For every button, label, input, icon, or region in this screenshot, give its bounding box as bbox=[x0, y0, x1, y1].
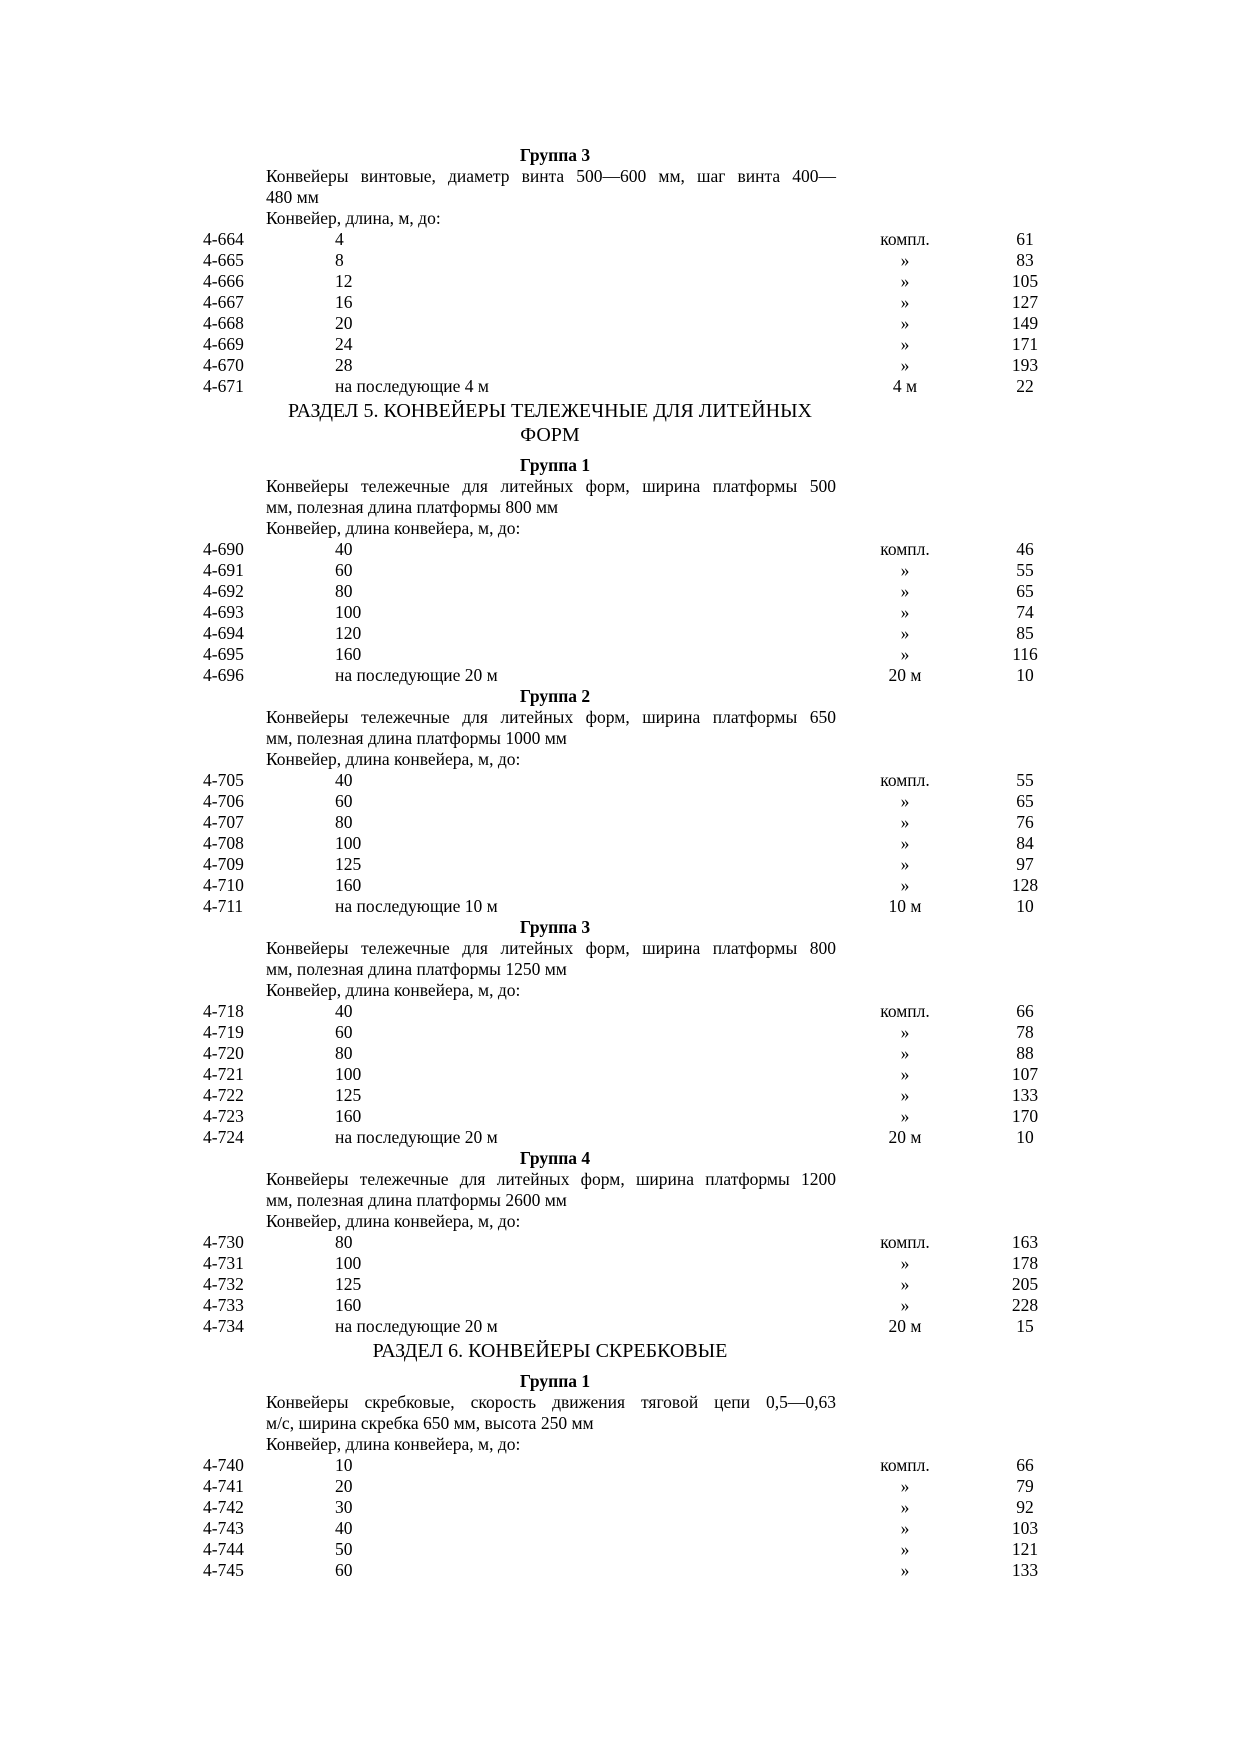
item-value: 66 bbox=[1016, 1001, 1034, 1021]
description-line: 480 мм bbox=[266, 187, 319, 207]
item-value: 76 bbox=[1016, 812, 1034, 832]
item-unit: » bbox=[900, 1022, 910, 1042]
item-code: 4-730 bbox=[203, 1232, 244, 1252]
item-value: 228 bbox=[1011, 1295, 1039, 1315]
item-code: 4-711 bbox=[203, 896, 244, 916]
table-row bbox=[0, 539, 1240, 560]
description-line: м/с, ширина скребка 650 мм, высота 250 мм bbox=[266, 1413, 594, 1433]
item-unit: » bbox=[900, 812, 910, 832]
table-row bbox=[0, 644, 1240, 665]
item-parameter: 16 bbox=[335, 292, 353, 312]
item-parameter: 28 bbox=[335, 355, 353, 375]
item-code: 4-743 bbox=[203, 1518, 244, 1538]
item-unit: » bbox=[900, 1064, 910, 1084]
item-code: 4-694 bbox=[203, 623, 244, 643]
group-block bbox=[0, 455, 1240, 686]
item-parameter: 80 bbox=[335, 812, 353, 832]
group-description bbox=[266, 476, 836, 518]
item-parameter: 8 bbox=[335, 250, 344, 270]
description-line: мм, полезная длина платформы 1250 мм bbox=[266, 959, 567, 979]
item-code: 4-718 bbox=[203, 1001, 244, 1021]
item-code: 4-669 bbox=[203, 334, 244, 354]
item-unit: » bbox=[900, 623, 910, 643]
item-unit: » bbox=[900, 602, 910, 622]
item-value: 84 bbox=[1016, 833, 1034, 853]
item-unit: компл. bbox=[880, 1001, 930, 1021]
item-value: 193 bbox=[1011, 355, 1039, 375]
group-block bbox=[0, 145, 1240, 397]
table-row bbox=[0, 1043, 1240, 1064]
item-parameter: 40 bbox=[335, 1518, 353, 1538]
item-unit: 20 м bbox=[888, 1127, 922, 1147]
group-block bbox=[0, 686, 1240, 917]
table-row bbox=[0, 1001, 1240, 1022]
item-parameter: 80 bbox=[335, 1232, 353, 1252]
group-description bbox=[266, 707, 836, 749]
item-code: 4-723 bbox=[203, 1106, 244, 1126]
table-row bbox=[0, 376, 1240, 397]
table-row bbox=[0, 602, 1240, 623]
item-unit: компл. bbox=[880, 770, 930, 790]
group-block bbox=[0, 917, 1240, 1148]
item-value: 205 bbox=[1011, 1274, 1039, 1294]
item-parameter: 100 bbox=[335, 602, 362, 622]
item-parameter: 60 bbox=[335, 1022, 353, 1042]
description-line: мм, полезная длина платформы 2600 мм bbox=[266, 1190, 567, 1210]
item-unit: » bbox=[900, 1476, 910, 1496]
item-unit: » bbox=[900, 1518, 910, 1538]
item-value: 105 bbox=[1011, 271, 1039, 291]
item-unit: » bbox=[900, 833, 910, 853]
item-unit: » bbox=[900, 1043, 910, 1063]
table-row bbox=[0, 355, 1240, 376]
item-parameter: 60 bbox=[335, 1560, 353, 1580]
item-code: 4-741 bbox=[203, 1476, 244, 1496]
section-heading: РАЗДЕЛ 5. КОНВЕЙЕРЫ ТЕЛЕЖЕЧНЫЕ ДЛЯ ЛИТЕЙНЫХ ФОРМ bbox=[288, 400, 812, 446]
item-code: 4-664 bbox=[203, 229, 244, 249]
item-code: 4-724 bbox=[203, 1127, 244, 1147]
item-parameter: 125 bbox=[335, 1085, 362, 1105]
item-value: 85 bbox=[1016, 623, 1034, 643]
item-unit: » bbox=[900, 1295, 910, 1315]
item-parameter: 40 bbox=[335, 770, 353, 790]
group-heading: Группа 2 bbox=[519, 686, 591, 706]
item-unit: компл. bbox=[880, 1455, 930, 1475]
item-value: 10 bbox=[1016, 896, 1034, 916]
item-parameter: 40 bbox=[335, 1001, 353, 1021]
table-row bbox=[0, 1232, 1240, 1253]
item-parameter: 60 bbox=[335, 791, 353, 811]
item-parameter: 40 bbox=[335, 539, 353, 559]
table-subheading: Конвейер, длина конвейера, м, до: bbox=[266, 1211, 521, 1231]
table-row bbox=[0, 1022, 1240, 1043]
table-row bbox=[0, 271, 1240, 292]
table-row bbox=[0, 896, 1240, 917]
table-row bbox=[0, 1455, 1240, 1476]
item-parameter: 60 bbox=[335, 560, 353, 580]
item-unit: » bbox=[900, 1106, 910, 1126]
item-parameter: 125 bbox=[335, 1274, 362, 1294]
item-parameter: на последующие 10 м bbox=[335, 896, 498, 916]
item-parameter: 160 bbox=[335, 1106, 362, 1126]
group-heading: Группа 1 bbox=[519, 455, 591, 475]
item-unit: 10 м bbox=[888, 896, 922, 916]
item-code: 4-708 bbox=[203, 833, 244, 853]
table-row bbox=[0, 623, 1240, 644]
item-unit: » bbox=[900, 1274, 910, 1294]
item-parameter: на последующие 20 м bbox=[335, 1316, 498, 1336]
group-block bbox=[0, 1148, 1240, 1337]
table-row bbox=[0, 1253, 1240, 1274]
item-code: 4-709 bbox=[203, 854, 244, 874]
item-unit: » bbox=[900, 292, 910, 312]
item-unit: » bbox=[900, 644, 910, 664]
item-value: 133 bbox=[1011, 1085, 1039, 1105]
table-row bbox=[0, 250, 1240, 271]
item-unit: компл. bbox=[880, 539, 930, 559]
item-value: 10 bbox=[1016, 665, 1034, 685]
item-parameter: 100 bbox=[335, 1253, 362, 1273]
group-description bbox=[266, 166, 836, 208]
item-code: 4-731 bbox=[203, 1253, 244, 1273]
item-code: 4-706 bbox=[203, 791, 244, 811]
table-row bbox=[0, 1127, 1240, 1148]
item-parameter: 80 bbox=[335, 1043, 353, 1063]
description-line: Конвейеры тележечные для литейных форм, ширина платформы 800 bbox=[266, 938, 836, 958]
item-unit: » bbox=[900, 854, 910, 874]
item-value: 103 bbox=[1011, 1518, 1039, 1538]
table-row bbox=[0, 854, 1240, 875]
item-code: 4-670 bbox=[203, 355, 244, 375]
description-line: Конвейеры тележечные для литейных форм, ширина платформы 650 bbox=[266, 707, 836, 727]
item-value: 149 bbox=[1011, 313, 1039, 333]
item-value: 66 bbox=[1016, 1455, 1034, 1475]
table-row bbox=[0, 229, 1240, 250]
section-heading: РАЗДЕЛ 6. КОНВЕЙЕРЫ СКРЕБКОВЫЕ bbox=[372, 1340, 728, 1362]
item-value: 107 bbox=[1011, 1064, 1039, 1084]
item-code: 4-671 bbox=[203, 376, 244, 396]
group-heading: Группа 1 bbox=[519, 1371, 591, 1391]
group-description bbox=[266, 1392, 836, 1434]
table-row bbox=[0, 1560, 1240, 1581]
item-value: 116 bbox=[1012, 644, 1038, 664]
item-unit: » bbox=[900, 791, 910, 811]
item-value: 92 bbox=[1016, 1497, 1034, 1517]
group-heading: Группа 3 bbox=[519, 145, 591, 165]
item-code: 4-696 bbox=[203, 665, 244, 685]
item-parameter: 160 bbox=[335, 1295, 362, 1315]
group-block bbox=[0, 1371, 1240, 1581]
table-row bbox=[0, 313, 1240, 334]
item-parameter: 4 bbox=[335, 229, 344, 249]
document-body bbox=[0, 145, 1240, 1581]
item-code: 4-667 bbox=[203, 292, 244, 312]
item-code: 4-745 bbox=[203, 1560, 244, 1580]
item-value: 55 bbox=[1016, 560, 1034, 580]
table-row bbox=[0, 833, 1240, 854]
item-value: 128 bbox=[1011, 875, 1039, 895]
item-value: 65 bbox=[1016, 791, 1034, 811]
table-row bbox=[0, 1295, 1240, 1316]
table-row bbox=[0, 1316, 1240, 1337]
item-value: 15 bbox=[1016, 1316, 1034, 1336]
item-value: 171 bbox=[1011, 334, 1039, 354]
group-heading: Группа 4 bbox=[519, 1148, 591, 1168]
table-row bbox=[0, 292, 1240, 313]
item-value: 127 bbox=[1011, 292, 1039, 312]
table-row bbox=[0, 875, 1240, 896]
item-value: 163 bbox=[1011, 1232, 1039, 1252]
item-value: 121 bbox=[1011, 1539, 1039, 1559]
item-value: 79 bbox=[1016, 1476, 1034, 1496]
item-value: 78 bbox=[1016, 1022, 1034, 1042]
table-subheading: Конвейер, длина конвейера, м, до: bbox=[266, 518, 521, 538]
item-parameter: 10 bbox=[335, 1455, 353, 1475]
group-description bbox=[266, 1169, 836, 1211]
table-row bbox=[0, 1085, 1240, 1106]
table-row bbox=[0, 1476, 1240, 1497]
item-unit: » bbox=[900, 1085, 910, 1105]
description-line: Конвейеры винтовые, диаметр винта 500—600 мм, шаг винта 400— bbox=[266, 166, 836, 186]
item-code: 4-695 bbox=[203, 644, 244, 664]
table-subheading: Конвейер, длина конвейера, м, до: bbox=[266, 749, 521, 769]
item-value: 97 bbox=[1016, 854, 1034, 874]
item-value: 74 bbox=[1016, 602, 1034, 622]
item-value: 46 bbox=[1016, 539, 1034, 559]
item-value: 88 bbox=[1016, 1043, 1034, 1063]
item-code: 4-693 bbox=[203, 602, 244, 622]
group-description bbox=[266, 938, 836, 980]
table-row bbox=[0, 665, 1240, 686]
table-row bbox=[0, 1274, 1240, 1295]
item-code: 4-740 bbox=[203, 1455, 244, 1475]
table-subheading: Конвейер, длина, м, до: bbox=[266, 208, 441, 228]
item-code: 4-722 bbox=[203, 1085, 244, 1105]
item-code: 4-744 bbox=[203, 1539, 244, 1559]
description-line: Конвейеры тележечные для литейных форм, ширина платформы 1200 bbox=[266, 1169, 836, 1189]
table-row bbox=[0, 770, 1240, 791]
item-code: 4-710 bbox=[203, 875, 244, 895]
item-unit: » bbox=[900, 250, 910, 270]
item-unit: » bbox=[900, 355, 910, 375]
group-heading: Группа 3 bbox=[519, 917, 591, 937]
item-parameter: 80 bbox=[335, 581, 353, 601]
item-parameter: 100 bbox=[335, 1064, 362, 1084]
item-value: 170 bbox=[1011, 1106, 1039, 1126]
item-parameter: на последующие 4 м bbox=[335, 376, 490, 396]
item-unit: » bbox=[900, 875, 910, 895]
table-row bbox=[0, 581, 1240, 602]
item-parameter: 30 bbox=[335, 1497, 353, 1517]
item-parameter: на последующие 20 м bbox=[335, 665, 498, 685]
table-row bbox=[0, 1064, 1240, 1085]
item-unit: » bbox=[900, 581, 910, 601]
item-value: 83 bbox=[1016, 250, 1034, 270]
item-code: 4-733 bbox=[203, 1295, 244, 1315]
item-code: 4-691 bbox=[203, 560, 244, 580]
item-unit: » bbox=[900, 1253, 910, 1273]
item-value: 22 bbox=[1016, 376, 1034, 396]
item-unit: » bbox=[900, 1497, 910, 1517]
item-parameter: 120 bbox=[335, 623, 362, 643]
table-row bbox=[0, 812, 1240, 833]
item-code: 4-719 bbox=[203, 1022, 244, 1042]
item-code: 4-668 bbox=[203, 313, 244, 333]
item-value: 65 bbox=[1016, 581, 1034, 601]
item-unit: » bbox=[900, 334, 910, 354]
table-subheading: Конвейер, длина конвейера, м, до: bbox=[266, 1434, 521, 1454]
item-code: 4-690 bbox=[203, 539, 244, 559]
item-parameter: 24 bbox=[335, 334, 353, 354]
item-unit: 4 м bbox=[892, 376, 918, 396]
item-parameter: 160 bbox=[335, 875, 362, 895]
item-unit: » bbox=[900, 271, 910, 291]
item-code: 4-707 bbox=[203, 812, 244, 832]
item-unit: 20 м bbox=[888, 1316, 922, 1336]
item-unit: » bbox=[900, 1560, 910, 1580]
item-parameter: 160 bbox=[335, 644, 362, 664]
item-unit: 20 м bbox=[888, 665, 922, 685]
item-code: 4-721 bbox=[203, 1064, 244, 1084]
description-line: мм, полезная длина платформы 1000 мм bbox=[266, 728, 567, 748]
item-parameter: 20 bbox=[335, 1476, 353, 1496]
item-code: 4-665 bbox=[203, 250, 244, 270]
item-value: 10 bbox=[1016, 1127, 1034, 1147]
item-value: 55 bbox=[1016, 770, 1034, 790]
table-row bbox=[0, 334, 1240, 355]
item-value: 61 bbox=[1016, 229, 1034, 249]
item-value: 133 bbox=[1011, 1560, 1039, 1580]
item-code: 4-734 bbox=[203, 1316, 244, 1336]
item-unit: компл. bbox=[880, 1232, 930, 1252]
item-code: 4-705 bbox=[203, 770, 244, 790]
item-value: 178 bbox=[1011, 1253, 1039, 1273]
item-parameter: на последующие 20 м bbox=[335, 1127, 498, 1147]
table-row bbox=[0, 560, 1240, 581]
item-parameter: 100 bbox=[335, 833, 362, 853]
item-unit: » bbox=[900, 313, 910, 333]
item-unit: » bbox=[900, 560, 910, 580]
table-row bbox=[0, 1518, 1240, 1539]
item-code: 4-666 bbox=[203, 271, 244, 291]
table-row bbox=[0, 1497, 1240, 1518]
description-line: Конвейеры скребковые, скорость движения тяговой цепи 0,5—0,63 bbox=[266, 1392, 836, 1412]
item-parameter: 12 bbox=[335, 271, 353, 291]
item-unit: компл. bbox=[880, 229, 930, 249]
item-parameter: 125 bbox=[335, 854, 362, 874]
item-code: 4-732 bbox=[203, 1274, 244, 1294]
item-code: 4-742 bbox=[203, 1497, 244, 1517]
table-row bbox=[0, 1539, 1240, 1560]
item-parameter: 20 bbox=[335, 313, 353, 333]
item-parameter: 50 bbox=[335, 1539, 353, 1559]
table-row bbox=[0, 791, 1240, 812]
description-line: Конвейеры тележечные для литейных форм, ширина платформы 500 bbox=[266, 476, 836, 496]
item-code: 4-720 bbox=[203, 1043, 244, 1063]
description-line: мм, полезная длина платформы 800 мм bbox=[266, 497, 559, 517]
table-row bbox=[0, 1106, 1240, 1127]
item-unit: » bbox=[900, 1539, 910, 1559]
item-code: 4-692 bbox=[203, 581, 244, 601]
table-subheading: Конвейер, длина конвейера, м, до: bbox=[266, 980, 521, 1000]
